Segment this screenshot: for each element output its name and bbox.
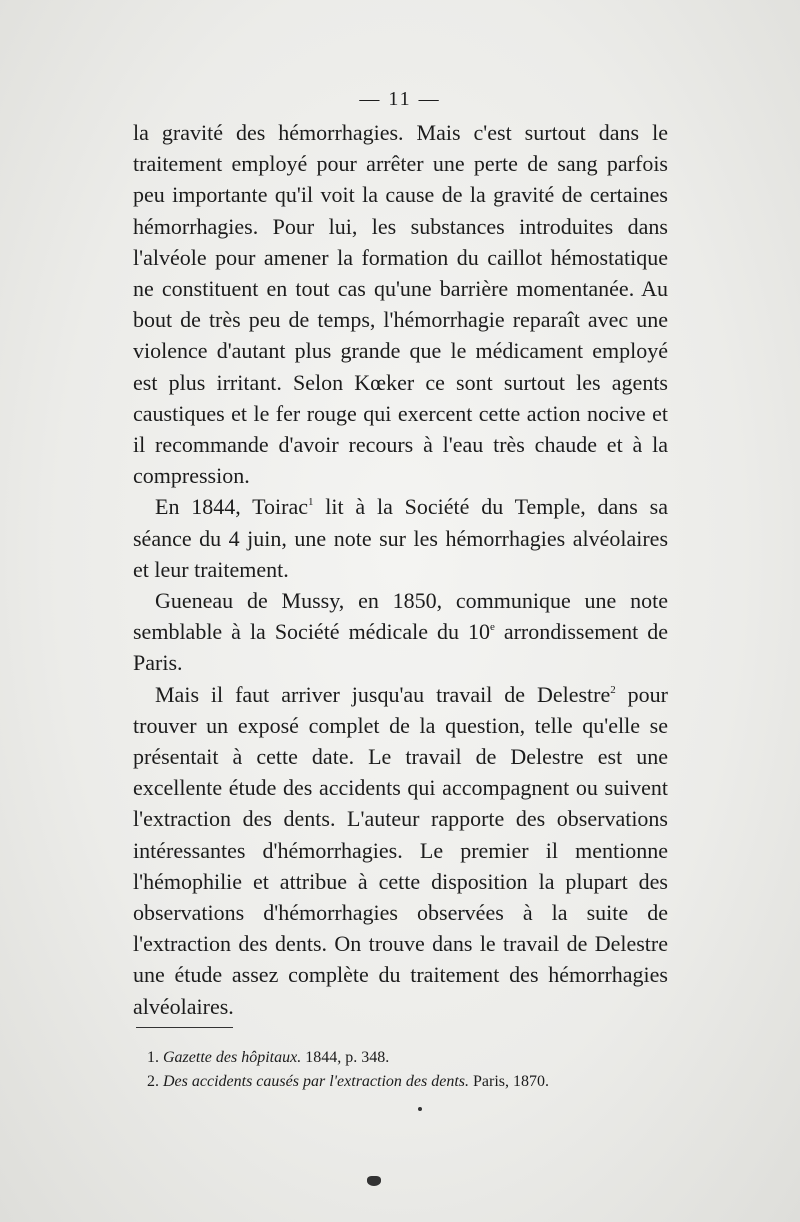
footnote-1 [147,1046,667,1070]
paragraph-4-after: pour trouver un exposé complet de la question, telle qu'elle se présentait à cette date. Le travail de Delestre est une excellente étude des accidents qui accompagnent ou suivent l'extraction des dents. L'auteur rapporte des observations intéressantes d'hémorrhagies. Le premier il mentionne l'hémophilie et attribue à cette disposition la plupart des observations d'hémorrhagies observées à la suite de l'extraction des dents. On trouve dans le travail de Delestre une étude assez complète du traitement des hémorrhagies alvéolaires. [133,681,669,1019]
paragraph-3-before: Gueneau de Mussy, en 1850, communique une note semblable à la Société médicale du 10 [133,588,668,645]
paragraph-1: la gravité des hémorrhagies. Mais c'est surtout dans le traitement employé pour arrêter une perte de sang parfois peu importante qu'il voit la cause de la gravité de certaines hémorrhagies. Pour lui, les substances introduites dans l'alvéole pour amener la formation du caillot hémostatique ne constituent en tout cas qu'une barrière momentanée. Au bout de très peu de temps, l'hémorrhagie reparaît avec une violence d'autant plus grande que le médicament employé est plus irritant. Selon Kœker ce sont surtout les agents caustiques et le fer rouge qui exercent cette action nocive et il recommande d'avoir recours à l'eau très chaude et à la compression. [133,120,668,489]
paragraph-2 [133,491,668,585]
footnote-2-rest: Paris, 1870. [469,1073,550,1090]
ordinal-superscript: e [489,621,495,634]
footnote-2 [147,1070,667,1094]
footnote-1-rest: 1844, p. 348. [301,1049,390,1066]
footnotes [147,1046,667,1094]
footnote-ref-2[interactable]: 2 [610,683,616,696]
ink-blot [367,1176,381,1186]
footnote-1-title: Gazette des hôpitaux. [163,1049,302,1066]
paragraph-4-before: Mais il faut arriver jusqu'au travail de Delestre [155,681,611,707]
footnote-1-number: 1. [147,1049,159,1066]
paragraph-3-after: arrondissement de Paris. [133,619,669,676]
footnote-2-title: Des accidents causés par l'extraction des dents. [163,1073,470,1090]
page-number: — 11 — [359,88,441,110]
paragraph-2-before: En 1844, Toirac [155,494,308,520]
footnote-2-number: 2. [147,1073,159,1090]
body-text [133,117,668,1022]
footnote-rule [136,1027,233,1028]
footnote-ref-1[interactable]: 1 [308,496,314,509]
paragraph-4 [133,679,668,1022]
paragraph-2-after: lit à la Société du Temple, dans sa séance du 4 juin, une note sur les hémorrhagies alvéolaires et leur traitement. [133,494,668,582]
ink-speck [418,1107,422,1111]
paragraph-3 [133,585,668,679]
